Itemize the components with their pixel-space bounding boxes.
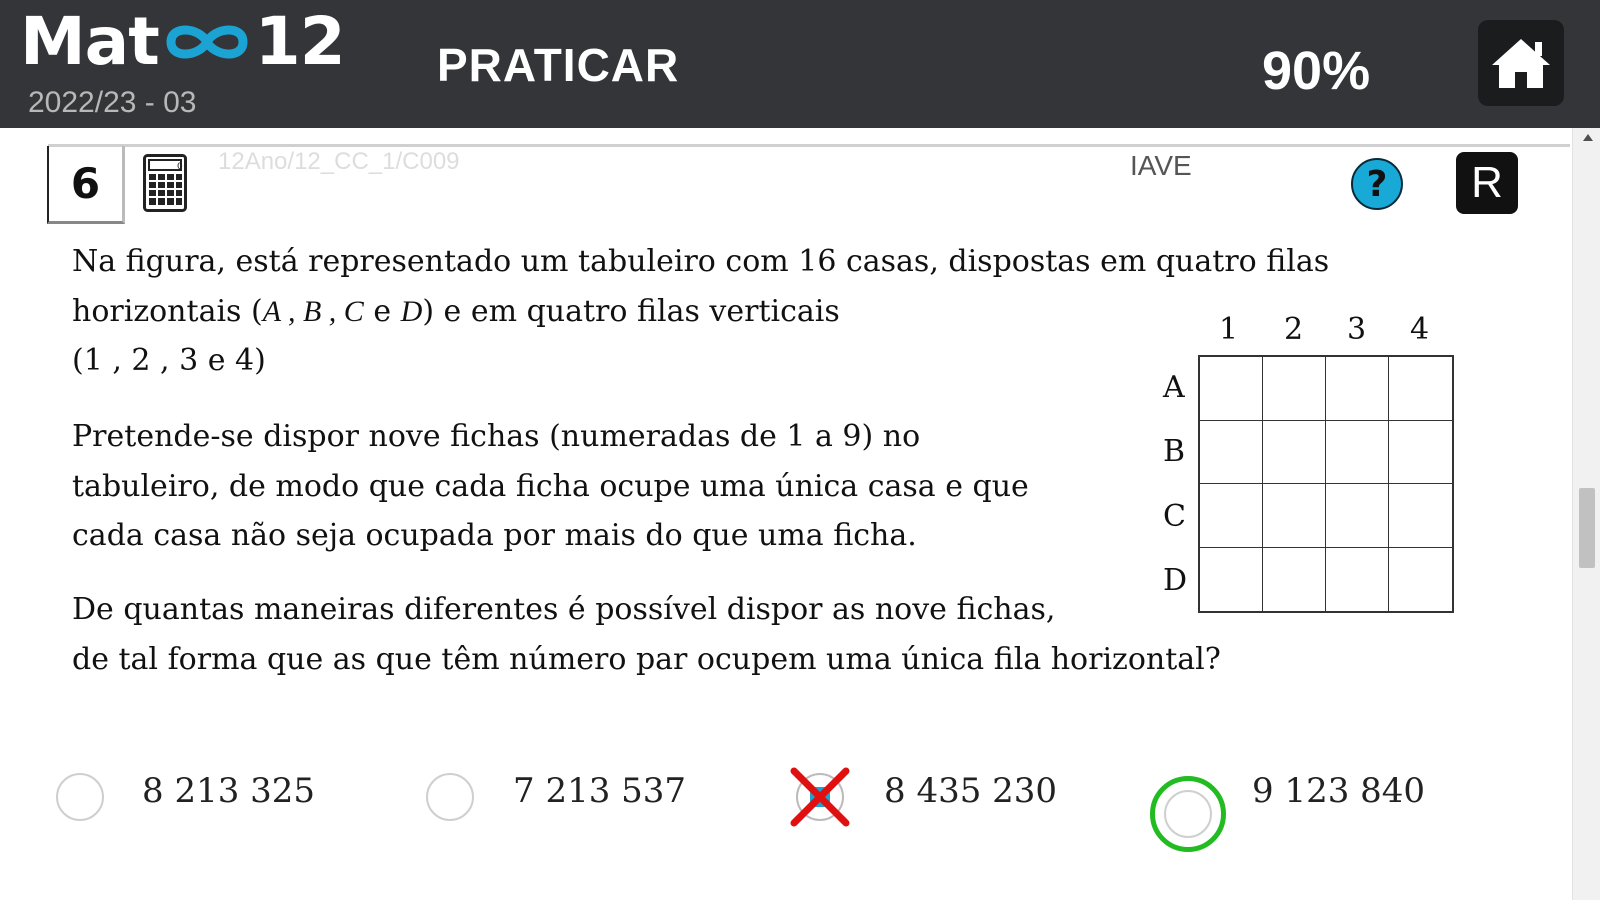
board-cell — [1389, 421, 1452, 485]
board-cell — [1389, 484, 1452, 548]
board-cell — [1263, 357, 1326, 421]
board-column-label: 4 — [1410, 312, 1430, 347]
option-label[interactable]: 9 123 840 — [1252, 771, 1426, 811]
question-text-line: (1 , 2 , 3 e 4) — [72, 343, 266, 378]
board-cell — [1389, 357, 1452, 421]
board-cell — [1326, 357, 1389, 421]
home-icon — [1490, 36, 1552, 90]
home-button[interactable] — [1478, 20, 1564, 106]
board-cell — [1263, 548, 1326, 612]
divider — [48, 144, 1570, 147]
board-row-label: A — [1163, 370, 1185, 405]
question-number: 6 — [47, 146, 125, 224]
logo-text-right: 12 — [254, 3, 345, 80]
board-column-label: 1 — [1219, 312, 1239, 347]
question-code: 12Ano/12_CC_1/C009 — [218, 148, 460, 175]
board-cell — [1326, 484, 1389, 548]
option-radio[interactable] — [56, 773, 104, 821]
wrong-x-icon — [788, 765, 852, 829]
question-text-line: Na figura, está representado um tabuleiro com 16 casas, dispostas em quatro filas — [72, 244, 1330, 279]
option-label[interactable]: 8 435 230 — [884, 771, 1058, 811]
section-title: PRATICAR — [437, 39, 680, 91]
logo-text-left: Mat — [20, 3, 159, 80]
question-text-line: tabuleiro, de modo que cada ficha ocupe uma única casa e que — [72, 469, 1029, 504]
infinity-icon — [161, 19, 253, 65]
help-button[interactable]: ? — [1351, 158, 1403, 210]
calculator-icon[interactable] — [143, 154, 187, 212]
board-cell — [1200, 548, 1263, 612]
board-cell — [1263, 421, 1326, 485]
board-row-label: D — [1163, 563, 1188, 598]
app-header — [0, 0, 1600, 128]
scrollbar[interactable] — [1572, 128, 1600, 900]
question-text-line: Pretende-se dispor nove fichas (numeradas de 1 a 9) no — [72, 419, 921, 454]
board-grid — [1198, 355, 1454, 613]
option-radio[interactable] — [1164, 790, 1212, 838]
matoo12-logo — [20, 2, 345, 82]
board-cell — [1200, 421, 1263, 485]
board-row-label: B — [1163, 434, 1186, 469]
question-text-line: cada casa não seja ocupada por mais do que uma ficha. — [72, 518, 917, 553]
board-cell — [1200, 357, 1263, 421]
question-text-line: De quantas maneiras diferentes é possível dispor as nove fichas, — [72, 592, 1056, 627]
board-cell — [1326, 421, 1389, 485]
question-panel — [0, 128, 1572, 900]
board-row-label: C — [1163, 499, 1186, 534]
option-radio[interactable] — [426, 773, 474, 821]
question-source: IAVE — [1130, 150, 1192, 181]
board-cell — [1200, 484, 1263, 548]
board-column-label: 3 — [1347, 312, 1367, 347]
question-text-line: horizontais (A , B , C e D) e em quatro filas verticais — [72, 294, 840, 329]
scroll-thumb[interactable] — [1579, 488, 1595, 568]
school-year: 2022/23 - 03 — [28, 86, 197, 119]
option-label[interactable]: 7 213 537 — [513, 771, 687, 811]
score-percent: 90% — [1262, 41, 1371, 101]
question-text-line: de tal forma que as que têm número par ocupem uma única fila horizontal? — [72, 642, 1221, 677]
board-column-label: 2 — [1284, 312, 1304, 347]
board-cell — [1326, 548, 1389, 612]
option-label[interactable]: 8 213 325 — [142, 771, 316, 811]
resolution-button[interactable]: R — [1456, 152, 1518, 214]
board-cell — [1263, 484, 1326, 548]
board-cell — [1389, 548, 1452, 612]
svg-text:0: 0 — [177, 162, 183, 172]
scroll-up-arrow-icon[interactable] — [1583, 134, 1593, 141]
